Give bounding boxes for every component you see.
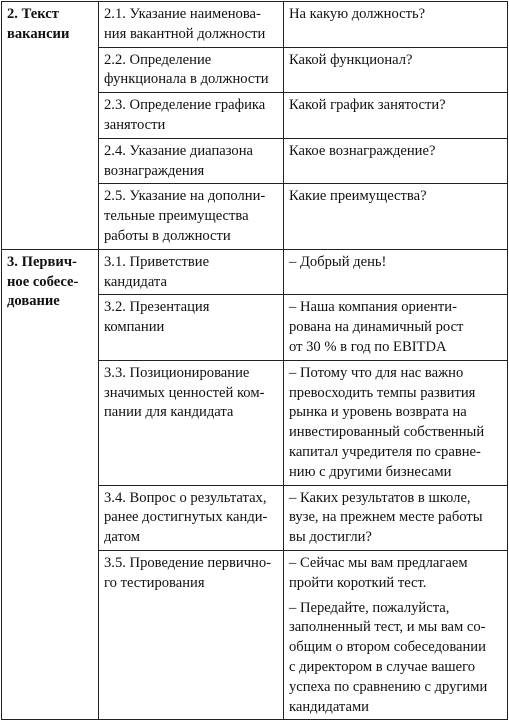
phrase-line: – Сейчас мы вам предлагаем: [289, 554, 468, 571]
step-line: 3.4. Вопрос о результатах,: [104, 489, 267, 506]
step-line: 2.1. Указание наименова-: [104, 6, 261, 22]
section-title-line: вакансии: [7, 25, 70, 42]
step-line: ния вакантной должности: [104, 25, 266, 42]
step-cell: [99, 485, 284, 550]
step-line: пании для кандидата: [104, 404, 234, 421]
phrase-line: от 30 % в год по EBITDA: [289, 338, 447, 355]
phrase-cell: [284, 2, 508, 48]
phrase-line: капитал учредителя по сравне-: [289, 443, 481, 460]
phrase-cell: [284, 295, 508, 360]
step-cell: [99, 550, 284, 719]
phrase-cell: [284, 47, 508, 93]
phrase-line: рована на динамичный рост: [289, 319, 464, 336]
document-table: [1, 1, 508, 720]
step-line: занятости: [104, 116, 166, 133]
phrase-cell: [284, 93, 508, 139]
step-cell: [99, 2, 284, 48]
phrase-line: превосходить темпы развития: [289, 384, 476, 401]
step-cell: [99, 249, 284, 295]
step-line: вознаграждения: [104, 162, 205, 179]
step-cell: [99, 93, 284, 139]
phrase-line: Какой функционал?: [289, 51, 413, 68]
table-row: [2, 2, 508, 48]
step-line: значимых ценностей ком-: [104, 384, 265, 401]
phrase-line: вы достигли?: [289, 529, 372, 546]
section-title-line: 2. Текст: [7, 6, 59, 22]
phrase-line: успеха по сравнению с другими: [289, 678, 488, 695]
step-line: 3.2. Презентация: [104, 299, 210, 316]
phrase-paragraphs: [289, 554, 501, 717]
phrase-line: На какую должность?: [289, 6, 426, 22]
step-cell: [99, 184, 284, 249]
phrase-cell: [284, 360, 508, 485]
phrase-line: – Передайте, пожалуйста,: [289, 599, 450, 616]
phrase-paragraph: [289, 554, 501, 594]
step-line: 2.3. Определение графика: [104, 97, 266, 114]
phrase-cell: [284, 138, 508, 184]
step-line: работы в должности: [104, 227, 231, 244]
step-line: го тестирования: [104, 574, 205, 591]
step-line: кандидата: [104, 273, 167, 290]
phrase-line: заполненный тест, и мы вам со-: [289, 619, 486, 636]
phrase-line: – Добрый день!: [289, 253, 387, 270]
step-line: 3.3. Позиционирование: [104, 364, 250, 381]
step-line: датом: [104, 529, 140, 546]
step-line: компании: [104, 319, 165, 336]
phrase-line: общим о втором собеседовании: [289, 639, 486, 656]
step-line: 2.4. Указание диапазона: [104, 142, 253, 159]
phrase-cell: [284, 485, 508, 550]
phrase-line: – Каких результатов в школе,: [289, 489, 471, 506]
phrase-line: – Наша компания ориенти-: [289, 299, 457, 316]
phrase-line: с директором в случае вашего: [289, 658, 476, 675]
section-title-line: 3. Первич-: [7, 253, 77, 270]
section-title-line: ное собесе-: [7, 273, 79, 290]
phrase-line: нию с другими бизнесами: [289, 463, 452, 480]
section-title-cell: [2, 2, 99, 250]
phrase-line: вузе, на прежнем месте работы: [289, 509, 483, 526]
phrase-paragraph: [289, 599, 501, 718]
step-cell: [99, 47, 284, 93]
step-cell: [99, 295, 284, 360]
section-title-cell: [2, 249, 99, 720]
phrase-line: Какие преимущества?: [289, 188, 427, 205]
step-line: тельные преимущества: [104, 208, 249, 225]
phrase-line: пройти короткий тест.: [289, 574, 427, 591]
phrase-cell: [284, 550, 508, 719]
phrase-line: Какой график занятости?: [289, 97, 446, 114]
phrase-line: инвестированный собственный: [289, 424, 485, 441]
step-line: функционала в должности: [104, 71, 269, 88]
step-line: 3.1. Приветствие: [104, 253, 210, 270]
phrase-cell: [284, 184, 508, 249]
step-cell: [99, 138, 284, 184]
step-line: 2.2. Определение: [104, 51, 212, 68]
step-line: ранее достигнутых канди-: [104, 509, 268, 526]
section-title-line: дование: [7, 293, 60, 310]
phrase-line: – Потому что для нас важно: [289, 364, 464, 381]
phrase-line: Какое вознаграждение?: [289, 142, 436, 159]
phrase-cell: [284, 249, 508, 295]
table-row: [2, 249, 508, 295]
phrase-line: рынка и уровень возврата на: [289, 404, 467, 421]
step-cell: [99, 360, 284, 485]
phrase-line: кандидатами: [289, 698, 369, 715]
step-line: 3.5. Проведение первично-: [104, 554, 272, 571]
step-line: 2.5. Указание на дополни-: [104, 188, 266, 205]
